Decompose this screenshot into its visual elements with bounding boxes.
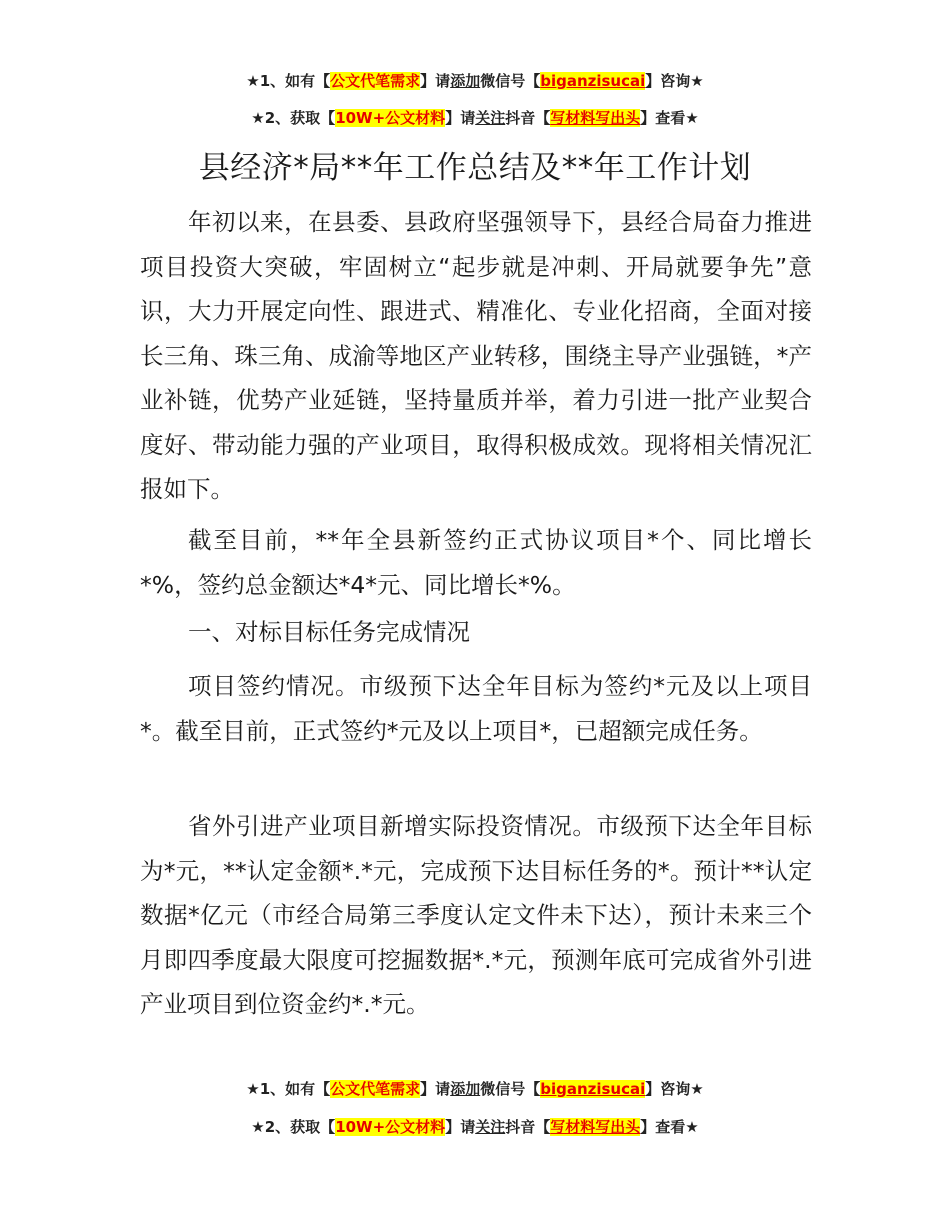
ad-text: 】请 (420, 1080, 451, 1098)
ad-underline-follow: 关注 (475, 1118, 506, 1136)
header-ad-line-2 (0, 107, 950, 128)
ad-wechat-id[interactable]: biganzisucai (540, 72, 646, 90)
ad-suffix: 】咨询★ (645, 72, 704, 90)
ad-text: 】请 (420, 72, 451, 90)
ad-underline-follow: 关注 (475, 109, 506, 127)
ad-suffix: 】查看★ (640, 109, 699, 127)
ad-text: 】请 (445, 1118, 476, 1136)
ad-underline-add: 添加 (450, 72, 481, 90)
document-title: 县经济*局**年工作总结及**年工作计划 (198, 150, 752, 186)
ad-text: 微信号【 (480, 72, 541, 90)
ad-douyin-id[interactable]: 写材料写出头 (550, 109, 641, 127)
ad-highlight-materials: 10W+公文材料 (335, 109, 446, 127)
ad-text: 】请 (445, 109, 476, 127)
paragraph-intro: 年初以来，在县委、县政府坚强领导下，县经合局奋力推进项目投资大突破，牢固树立“起步就是冲刺、开局就要争先”意识，大力开展定向性、跟进式、精准化、专业化招商，全面对接长三角、珠三角、成渝等地区产业转移，围绕主导产业强链，*产业补链，优势产业延链，坚持量质并举，着力引进一批产业契合度好、带动能力强的产业项目，取得积极成效。现将相关情况汇报如下。 (140, 208, 812, 503)
header-ad-line-1 (0, 70, 950, 91)
ad-wechat-id[interactable]: biganzisucai (540, 1080, 646, 1098)
ad-prefix: ★2、获取【 (251, 1118, 336, 1136)
ad-prefix: ★2、获取【 (251, 109, 336, 127)
ad-highlight-service: 公文代笔需求 (330, 72, 421, 90)
footer-ad-line-2 (0, 1116, 950, 1137)
paragraph-summary: 截至目前，**年全县新签约正式协议项目*个、同比增长*%，签约总金额达*4*元、同比增长*%。 (140, 526, 812, 599)
ad-prefix: ★1、如有【 (246, 72, 331, 90)
ad-douyin-id[interactable]: 写材料写出头 (550, 1118, 641, 1136)
ad-underline-add: 添加 (450, 1080, 481, 1098)
paragraph-investment: 省外引进产业项目新增实际投资情况。市级预下达全年目标为*元，**认定金额*.*元，完成预下达目标任务的*。预计**认定数据*亿元（市经合局第三季度认定文件未下达），预计未来三个月即四季度最大限度可挖掘数据*.*元，预测年底可完成省外引进产业项目到位资金约*.*元。 (140, 812, 812, 1018)
paragraph-project-signing: 项目签约情况。市级预下达全年目标为签约*元及以上项目*。截至目前，正式签约*元及以上项目*，已超额完成任务。 (140, 672, 812, 745)
ad-text: 微信号【 (480, 1080, 541, 1098)
ad-suffix: 】咨询★ (645, 1080, 704, 1098)
ad-suffix: 】查看★ (640, 1118, 699, 1136)
ad-highlight-materials: 10W+公文材料 (335, 1118, 446, 1136)
section-heading: 一、对标目标任务完成情况 (188, 618, 470, 646)
ad-text: 抖音【 (505, 109, 551, 127)
ad-text: 抖音【 (505, 1118, 551, 1136)
ad-prefix: ★1、如有【 (246, 1080, 331, 1098)
footer-ad-line-1 (0, 1078, 950, 1099)
ad-highlight-service: 公文代笔需求 (330, 1080, 421, 1098)
